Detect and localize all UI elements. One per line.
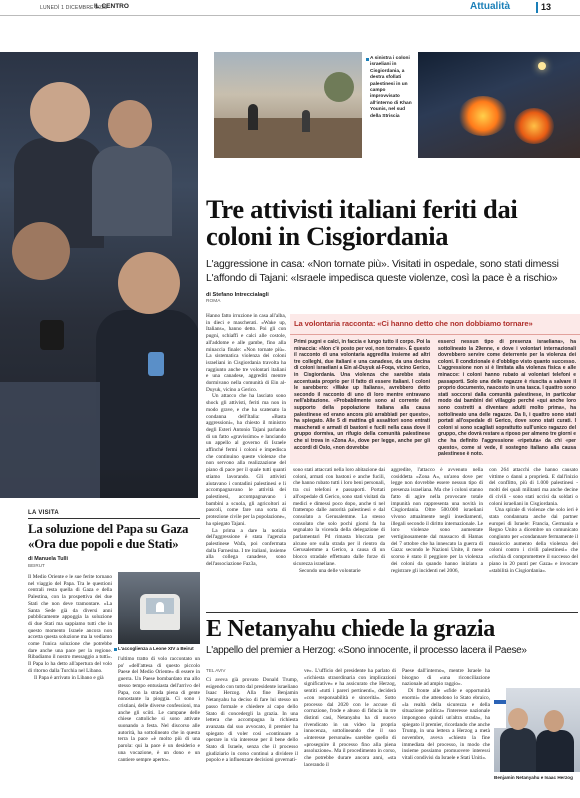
second-headline: E Netanyahu chiede la grazia bbox=[206, 616, 495, 642]
israel-flag-icon bbox=[494, 688, 506, 728]
second-column-1 bbox=[206, 677, 298, 796]
paragraph: aggredite, l'attacco è avvenuto nella cosiddetta «Zona A», un'area dove per legge non dovrebbe essere nessun tipo di presenza israeliana. Ma che i coloni stanno fatto di agire nella provocare totale impunità non rappresenta una novità in Cisgiordania. Oltre 500.000 israeliani vivono attualmente negli insediamenti, illegali secondo il diritto internazionale. Le loro violenze sono aumentate vertiginosamente dal massacro di Hamas del 7 ottobre che ha innescato la guerra di Gaza: secondo le Nazioni Unite, il mese scorso è stato il peggiore per la violenza dei coloni da quando hanno iniziato a registrare gli incidenti nel 2006, bbox=[391, 467, 483, 574]
paragraph: con 264 attacchi che hanno causato vittime o danni a proprietà. E dall'inizio del conflitto, più di 1.000 palestinesi - molti dei quali militanti ma anche decine di civili - sono stati uccisi da soldati o coloni israeliani in Cisgiordania. bbox=[489, 467, 578, 507]
page-number-divider bbox=[536, 2, 538, 13]
testimony-column-1: Primi pugni e calci, in faccia e lungo tutto il corpo. Poi la minaccia: «Non c'è posto per voi, non tornate». È questo il racconto di una volontaria aggredita insieme ad altri tre colleghi, due italiani e una canadese, da una decina di coloni israeliani a Ein al-Duyuk al-Foqa, vicino Gerico, in Cisgiordania. Una violenza che sarebbe stata accentuata proprio per il fatto di essere italiani. I coloni le sarebbero: «Wake up Italians», avrebbero detto secondo il racconto di uno di loro mentre entravano nell'abitazione. «Probabilmente sono al corrente del supporto della popolazione italiana alla causa palestinese ed erano ancora più arrabbiati per questo», ha spiegato. Alle 5 di mattina gli assalitori sono entrati mascherati e armati di bastoni e fucili nella casa dove il gruppo dormiva, un rifugio della comunità palestinese che si trova in «Zona A», dove per legge, anche per gli accordi di Oslo, «non dovrebbe bbox=[294, 339, 430, 451]
page-header bbox=[0, 0, 580, 16]
main-headline: Tre attivisti italiani feriti dai coloni in Cisgiordania bbox=[206, 194, 518, 251]
photo-figure bbox=[302, 110, 310, 132]
photo-ground bbox=[214, 118, 362, 158]
sidebar-byline bbox=[28, 556, 68, 568]
sidebar-rule bbox=[28, 518, 200, 519]
main-byline bbox=[206, 292, 269, 304]
second-column-2 bbox=[304, 668, 396, 796]
main-deck: L'aggressione in casa: «Non tornate più». Visitati in ospedale, sono stati dimessi L'affondo di Tajani: «Israele impedisca queste violenze, così la pace è a rischio» bbox=[206, 259, 559, 284]
edition-date: LUNEDÌ 1 DICEMBRE 2025 bbox=[40, 5, 108, 11]
photo-figure-head bbox=[108, 100, 152, 148]
paragraph: ve». L'ufficio del presidente ha parlato di «richiesta straordinaria con implicazioni significative» e ha assicurato che Herzog, sentiti «tutti i pareri pertinenti», deciderà «con responsabilità e sincerità». Sotto processo dal 2020 con le accuse di corruzione, frode e abuso di fiducia in tre distinti casi, Netanyahu ha di nuovo rivendicato in un video la propria innocenza, sottolineando che il suo «interesse personale» sarebbe quello di «proseguire il processo fino alla piena assoluzione». Ma il procedimento in corso, che potrebbe durare ancora anni, «sta lacerando il bbox=[304, 668, 396, 768]
paragraph: Una spirale di violenze che solo ieri è stata condannata anche dai partner europei di Israele: Francia, Germania e Regno Unito a dicembre un comunicato congiunto per «condannare fermamente il massiccio aumento della violenza dei coloni contro i civili palestinesi» che «rischia di compromettere il successo del piano in 20 punti per Gaza» e invocare «stabilità in Cisgiordania». bbox=[489, 507, 578, 574]
paragraph: Hanno fatto irruzione in casa all'alba, in dieci e mascherati. «Wake up, Italians», hanno detto. Poi gli con pugni, schiaffi e calci alle costole, all'addome e alle gambe, fino alla minaccia finale: «Non tornate più». La sistematica violenza dei coloni israeliani in Cisgiordania travolta ha raggiunto anche tre volontari italiani e una canadese, aggrediti mentre dormivano nella comunità di Ein al-Duyuk, vicino a Gerico. bbox=[206, 313, 286, 393]
photo-figure-head bbox=[30, 82, 90, 142]
photo-figure-head bbox=[508, 708, 528, 730]
newspaper-name: IL CENTRO bbox=[94, 3, 129, 10]
photo-caption: Benjamin Netanyahu e Isaac Herzog bbox=[494, 775, 573, 780]
article-column-4 bbox=[489, 467, 578, 607]
photo-tree bbox=[324, 72, 354, 102]
photo-foreground bbox=[0, 382, 100, 498]
author-name: di Stefano Intreccialagli bbox=[206, 292, 269, 298]
dateline-city: ROMA bbox=[206, 299, 221, 304]
photo-figure bbox=[500, 728, 536, 772]
testimony-column-2: esserci nessun tipo di presenza israeliana», ha sottolineato la 29enne, e dove i volontari internazionali dovrebbero servire come deterrente per la violenza dei coloni. Il condizionale è d'obbligo visto quanto successo. L'aggressione non si è limitata alla violenza fisica e alle minacce: i coloni hanno rubato ai volontari telefoni e passaporti. Solo una delle ragazze è riuscita a salvare il proprio documento, nascosto in una tasca. I quattro sono stati soccorsi dalla comunità palestinese, in particolar modo dai bambini del villaggio perché «qui anche loro sono costretti a diventare adulti molto prima», ha sottolineato una delle ragazze. Da lì, i quattro sono stati portati all'ospedale di Gerico, dove sono stati curati. I coloni si sono scagliati soprattutto sull'unico ragazzo del gruppo, che dovrà restare a riposo per almeno tre giorni e che ha definito l'aggressione «ripetuta» da chi «per questo», come si vede, il sostegno italiano alla causa palestinese è noto. bbox=[438, 339, 576, 458]
sidebar-column-1 bbox=[28, 574, 112, 796]
fire-glow bbox=[458, 96, 508, 136]
paragraph: Secondo una delle volontarie bbox=[299, 567, 361, 574]
section-name: Attualità bbox=[470, 1, 510, 12]
fire-glow bbox=[514, 108, 554, 144]
paragraph: Il Medio Oriente e le sue ferite tornano nel viaggio del Papa. Tra le questioni centrali resta quella di Gaza e della Palestina, con la prospettiva dei due Stati che non deve tramontare. «La Santa Sede già da diversi anni pubblicamente appoggia la soluzione di due Stati ma sappiamo tutti che in questo momento Israele ancora non accetta questa soluzione ma la vediamo come l'unica soluzione che potrebbe dare anche una pace per la regione. Ribadiamo il nostro messaggio a tutti». Il Papa lo ha detto all'apertura del volo di ritorno dalla Turchia nel Libano. bbox=[28, 574, 112, 674]
pope-arrival-photo bbox=[118, 572, 200, 644]
paragraph: La prima a dare la notizia dell'aggressione è stata l'agenzia palestinese Wafa, poi confermata dalla Farnesina. I tre italiani, insieme alla collega canadese, sono dell'associazione Faz3a, bbox=[206, 527, 286, 568]
article-column-2 bbox=[293, 467, 385, 607]
paragraph: l'ultimo tratto di volo raccontato un po' «dell'attesa di questo piccolo Paese del Medio Oriente» di essere in guerra. Un Paese bombardato ma allo stesso tempo entusiasta dell'arrivo del Papa, con la strada piena di gente nonostante la pioggia. Ci sono i cristiani, delle diverse confessioni, ma anche gli sciiti. Le campane delle chiese cattoliche si sono attivate suonando a festa. Nel discorso alle autorità, ha sottolineato che in questa terra la pace «è molto più di una parola: qui la pace è un desiderio e una vocazione, è un dono e un cantiere sempre aperto». bbox=[118, 656, 200, 763]
photo-figure-head bbox=[544, 710, 564, 732]
page-number: 13 bbox=[541, 2, 552, 12]
photo-caption: A sinistra i coloni israeliani in Cisgiordania, a destra sfollati palestinesi in un campo improvvisato all'interno di Khan Younis, nel sud della Striscia bbox=[370, 56, 412, 119]
photo-figure bbox=[96, 310, 198, 470]
photo-caption: L'accoglienza a Leone XIV a Beirut bbox=[118, 646, 194, 651]
paragraph: Un attacco che ha lasciato sono shock gli attivisti, feriti ma non in modo grave, e che ha scatenato la condanna dell'Italia: «Basta aggressioni», ha chiesto il ministro degli Esteri Antonio Tajani parlando di un fatto «gravissimo» e lanciando un appello al governo di Israele affinché fermi i coloni e impedisca che continuino queste violenze che non servono alla realizzazione del piano di pace per il quale tutti quanti stiamo lavorando. Gli attivisti aiutavano i contadini palestinesi e li accompagnavano le attività dei palestinesi, accompagnavano i bambini a scuola, gli agricoltori ai pascoli, come fare una sorta di protezione civile per la popolazione», ha spiegato Tajani. bbox=[206, 393, 286, 527]
press-conference-photo bbox=[0, 52, 198, 498]
lamp-light bbox=[538, 62, 546, 70]
displaced-camp-photo bbox=[418, 52, 580, 158]
microphone-icon bbox=[148, 352, 164, 376]
paragraph: Ci aveva già provato Donald Trump, esigendo con tutto dal presidente israeliano Isaac Herzog. Alla fine Benjamin Netanyahu ha deciso di fare lui stesso un passo formale e chiedere al capo dello Stato di concedergli la grazia. In una lettera che accompagna la richiesta avanzata dal suo avvocato, il premier ha spiegato di voler così «continuare a operare in via interesse per il bene dello Stato di Israele, senza che il processo giudiziario in corso continui a dividere il popolo e a influenzare decisioni governati- bbox=[206, 677, 298, 764]
photo-figure-head bbox=[12, 222, 70, 280]
article-column-3 bbox=[391, 467, 483, 607]
paragraph: sono stati attaccati nella loro abitazione dai coloni, armati con bastoni e anche fucili, che hanno rubato tutti i loro beni personali, tra cui telefoni e passaporti. Portati all'ospedale di Gerico, sono stati visitati da medici e dimessi poco dopo, anche ti nel frattempo dalle autorità palestinesi e dal consolato a Gerusalemme. Lo stesso consolato che solo pochi giorni fa ha segnalato la vicenda della delegazione di parlamentari Pd rimasta bloccata per alcune ore sulla strada per il rientro da Gerusalemme a Gerico, a causa di un blocco stradale effettuato dalle forze di sicurezza israeliane. bbox=[293, 467, 385, 567]
paragraph: Paese dall'interno», mentre Israele ha bisogno di «una riconciliazione nazionale ad ampio raggio». bbox=[402, 668, 490, 688]
second-article-rule bbox=[206, 612, 578, 613]
photo-figure-head bbox=[118, 252, 180, 314]
photo-figure bbox=[156, 602, 164, 612]
paragraph: Il Papa è arrivato in Libano e già bbox=[34, 674, 104, 681]
settlers-photo bbox=[214, 52, 362, 158]
microphone-icon bbox=[40, 320, 64, 350]
photo-figure bbox=[248, 104, 258, 130]
article-column-1 bbox=[206, 313, 286, 607]
sidebar-headline: La soluzione del Papa su Gaza «Ora due popoli e due Stati» bbox=[28, 522, 189, 551]
testimony-divider bbox=[290, 334, 580, 335]
caption-marker bbox=[366, 58, 369, 61]
sidebar-column-2 bbox=[118, 656, 200, 796]
caption-marker bbox=[114, 648, 117, 651]
author-name: di Manuela Tulli bbox=[28, 556, 69, 562]
testimony-title: La volontaria racconta: «Ci hanno detto che non dobbiamo tornare» bbox=[294, 319, 533, 328]
second-deck: L'appello del premier a Herzog: «Sono innocente, il processo lacera il Paese» bbox=[206, 645, 527, 656]
sidebar-tag: LA VISITA bbox=[28, 510, 60, 516]
dateline-city: BEIRUT bbox=[28, 563, 45, 568]
photo-figure bbox=[536, 730, 574, 772]
second-column-3 bbox=[402, 668, 490, 796]
paragraph: Di fronte alle «sfide e opportunità enormi» che attendono lo Stato ebraico, «la realtà della sicurezza e della situazione politica» l'interesse nazionale impongono quindi un'altra strada», ha spiegato il premier, ricordando che anche Trump, in una lettera a Herzog a metà novembre, aveva «chiesto la fine immediata del processo, in modo che insieme possiamo promuovere interessi vitali condivisi da Israele e Stati Uniti». bbox=[402, 688, 490, 762]
photo-figure bbox=[92, 146, 172, 236]
dateline-city: TEL AVIV bbox=[206, 668, 226, 673]
netanyahu-herzog-photo bbox=[494, 688, 580, 772]
